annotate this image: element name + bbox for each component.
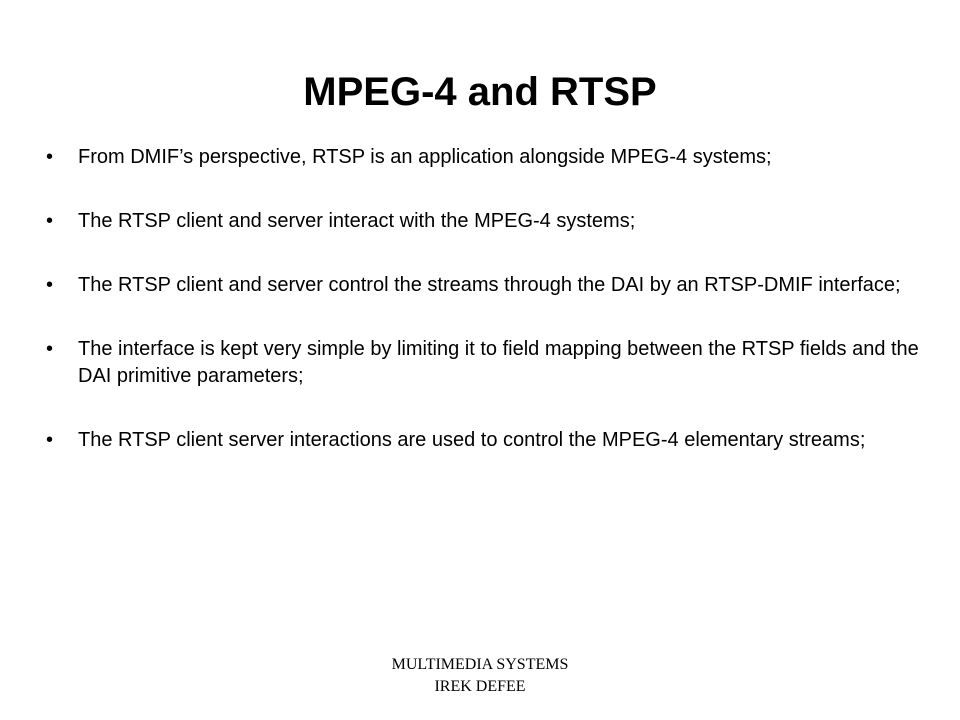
footer-course: MULTIMEDIA SYSTEMS	[391, 656, 569, 673]
bullet-text: From DMIF’s perspective, RTSP is an application alongside MPEG-4 systems;	[78, 146, 772, 168]
bullet-dot: •	[46, 338, 54, 360]
bullet-item	[40, 427, 920, 454]
bullet-text: The RTSP client server interactions are used to control the MPEG-4 elementary streams;	[78, 429, 866, 451]
bullet-dot: •	[46, 210, 54, 232]
slide-footer	[0, 654, 960, 698]
bullet-dot: •	[46, 429, 54, 451]
bullet-dot: •	[46, 274, 54, 296]
bullet-item	[40, 144, 920, 171]
bullet-item	[40, 208, 920, 235]
bullet-list	[40, 144, 920, 491]
slide-title: MPEG-4 and RTSP	[303, 70, 657, 114]
bullet-text: The RTSP client and server interact with the MPEG-4 systems;	[78, 210, 636, 232]
footer-author: IREK DEFEE	[434, 678, 526, 695]
bullet-item	[40, 272, 920, 299]
bullet-text: The interface is kept very simple by limiting it to field mapping between the RTSP fields and the DAI primitive parameters;	[78, 338, 919, 387]
bullet-dot: •	[46, 146, 54, 168]
bullet-text: The RTSP client and server control the streams through the DAI by an RTSP-DMIF interface;	[78, 274, 901, 296]
bullet-item	[40, 336, 920, 390]
